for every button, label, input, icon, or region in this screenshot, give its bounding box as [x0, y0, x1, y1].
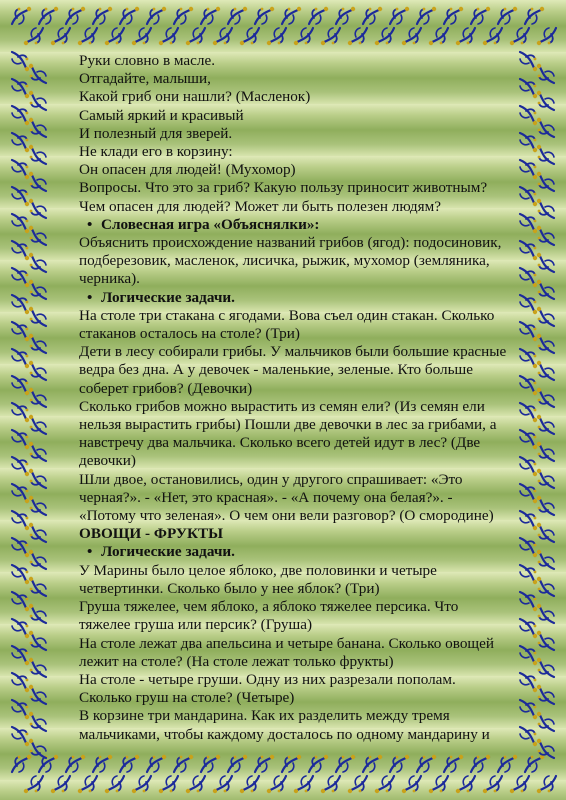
floral-swirl-icon: [534, 493, 560, 519]
floral-swirl-icon: [345, 22, 371, 48]
floral-swirl-icon: [534, 223, 560, 249]
floral-swirl-icon: [6, 264, 32, 290]
floral-swirl-icon: [514, 129, 540, 155]
floral-swirl-icon: [26, 304, 52, 330]
floral-swirl-icon: [89, 4, 115, 30]
floral-swirl-icon: [453, 770, 479, 796]
floral-swirl-icon: [26, 736, 52, 762]
floral-swirl-icon: [26, 61, 52, 87]
floral-swirl-icon: [26, 574, 52, 600]
floral-swirl-icon: [467, 752, 493, 778]
floral-swirl-icon: [534, 61, 560, 87]
floral-swirl-icon: [514, 291, 540, 317]
floral-swirl-icon: [514, 696, 540, 722]
floral-swirl-icon: [332, 4, 358, 30]
floral-swirl-icon: [514, 264, 540, 290]
floral-swirl-icon: [143, 752, 169, 778]
floral-swirl-icon: [359, 752, 385, 778]
floral-swirl-icon: [534, 682, 560, 708]
floral-swirl-icon: [467, 4, 493, 30]
floral-swirl-icon: [21, 770, 47, 796]
floral-swirl-icon: [35, 4, 61, 30]
floral-swirl-icon: [6, 372, 32, 398]
floral-swirl-icon: [305, 752, 331, 778]
floral-swirl-icon: [399, 22, 425, 48]
floral-swirl-icon: [6, 129, 32, 155]
floral-swirl-icon: [6, 426, 32, 452]
text-line: Самый яркий и красивый: [79, 106, 244, 124]
floral-swirl-icon: [251, 752, 277, 778]
floral-swirl-icon: [6, 507, 32, 533]
floral-swirl-icon: [62, 4, 88, 30]
floral-swirl-icon: [480, 22, 506, 48]
floral-swirl-icon: [521, 752, 547, 778]
floral-swirl-icon: [332, 752, 358, 778]
floral-swirl-icon: [534, 770, 560, 796]
floral-swirl-icon: [8, 752, 34, 778]
floral-swirl-icon: [156, 770, 182, 796]
floral-swirl-icon: [514, 453, 540, 479]
floral-swirl-icon: [26, 520, 52, 546]
text-line: Объяснить происхождение названий грибов (ягод): подосиновик, подберезовик, масленок, лисичка, рыжик, мухомор (земляника, черника).: [79, 234, 502, 288]
floral-swirl-icon: [35, 752, 61, 778]
floral-swirl-icon: [6, 318, 32, 344]
floral-swirl-icon: [318, 770, 344, 796]
floral-swirl-icon: [514, 723, 540, 749]
floral-swirl-icon: [6, 588, 32, 614]
floral-swirl-icon: [26, 385, 52, 411]
floral-swirl-icon: [129, 22, 155, 48]
floral-swirl-icon: [305, 4, 331, 30]
floral-swirl-icon: [318, 22, 344, 48]
floral-swirl-icon: [116, 4, 142, 30]
floral-swirl-icon: [48, 22, 74, 48]
floral-swirl-icon: [26, 331, 52, 357]
floral-swirl-icon: [386, 752, 412, 778]
floral-swirl-icon: [197, 4, 223, 30]
page-text: [79, 52, 509, 744]
text-line: Вопросы. Что это за гриб? Какую пользу приносит животным? Чем опасен для людей? Может ли быть полезен людям?: [79, 179, 488, 215]
text-line: Сколько грибов можно вырастить из семян ели? (Из семян ели нельзя вырастить грибы) Пошли две девочки в лес за грибами, а навстречу два мальчика. Сколько всего детей идут в лес? (Две девочки): [79, 397, 497, 470]
text-line: И полезный для зверей.: [79, 124, 233, 142]
floral-swirl-icon: [170, 4, 196, 30]
floral-swirl-icon: [514, 480, 540, 506]
floral-swirl-icon: [372, 22, 398, 48]
floral-swirl-icon: [413, 4, 439, 30]
text-line: На столе - четыре груши. Одну из них разрезали пополам. Сколько груш на столе? (Четыре): [79, 670, 456, 707]
floral-swirl-icon: [534, 250, 560, 276]
floral-swirl-icon: [237, 22, 263, 48]
floral-swirl-icon: [440, 752, 466, 778]
floral-swirl-icon: [514, 237, 540, 263]
floral-swirl-icon: [6, 210, 32, 236]
floral-swirl-icon: [6, 183, 32, 209]
floral-swirl-icon: [6, 102, 32, 128]
floral-swirl-icon: [264, 770, 290, 796]
floral-swirl-icon: [26, 169, 52, 195]
floral-swirl-icon: [251, 4, 277, 30]
floral-swirl-icon: [26, 709, 52, 735]
floral-swirl-icon: [534, 466, 560, 492]
floral-swirl-icon: [237, 770, 263, 796]
floral-swirl-icon: [26, 88, 52, 114]
floral-swirl-icon: [75, 770, 101, 796]
floral-swirl-icon: [224, 752, 250, 778]
floral-swirl-icon: [129, 770, 155, 796]
floral-swirl-icon: [534, 736, 560, 762]
floral-swirl-icon: [6, 453, 32, 479]
floral-swirl-icon: [426, 770, 452, 796]
floral-swirl-icon: [386, 4, 412, 30]
floral-swirl-icon: [534, 142, 560, 168]
floral-swirl-icon: [534, 196, 560, 222]
floral-swirl-icon: [399, 770, 425, 796]
floral-swirl-icon: [6, 291, 32, 317]
floral-swirl-icon: [6, 534, 32, 560]
floral-swirl-icon: [534, 601, 560, 627]
floral-swirl-icon: [6, 156, 32, 182]
floral-swirl-icon: [514, 588, 540, 614]
floral-swirl-icon: [534, 115, 560, 141]
floral-swirl-icon: [6, 696, 32, 722]
floral-swirl-icon: [534, 439, 560, 465]
floral-swirl-icon: [264, 22, 290, 48]
floral-swirl-icon: [291, 770, 317, 796]
floral-swirl-icon: [210, 770, 236, 796]
floral-swirl-icon: [26, 277, 52, 303]
floral-swirl-icon: [514, 669, 540, 695]
floral-swirl-icon: [514, 615, 540, 641]
text-line: В корзине три мандарина. Как их разделить между тремя мальчиками, чтобы каждому досталось по одному мандарину и: [79, 707, 490, 743]
floral-swirl-icon: [26, 250, 52, 276]
floral-swirl-icon: [210, 22, 236, 48]
floral-swirl-icon: [183, 770, 209, 796]
floral-swirl-icon: [426, 22, 452, 48]
floral-swirl-icon: [514, 534, 540, 560]
floral-swirl-icon: [514, 156, 540, 182]
floral-swirl-icon: [534, 547, 560, 573]
floral-swirl-icon: [413, 752, 439, 778]
text-line: Шли двое, остановились, один у другого спрашивает: «Это черная?». - «Нет, это красная». - «А почему она белая?». - «Потому что зеленая». О чем они вели разговор? (О смородине): [79, 470, 494, 525]
floral-swirl-icon: [6, 480, 32, 506]
bullet-heading: • Словесная игра «Объяснялки»:: [79, 216, 509, 234]
text-line: Не клади его в корзину:: [79, 143, 233, 161]
floral-swirl-icon: [8, 4, 34, 30]
floral-swirl-icon: [102, 770, 128, 796]
floral-swirl-icon: [494, 4, 520, 30]
floral-swirl-icon: [514, 183, 540, 209]
floral-swirl-icon: [440, 4, 466, 30]
floral-swirl-icon: [21, 22, 47, 48]
floral-swirl-icon: [514, 318, 540, 344]
floral-swirl-icon: [6, 723, 32, 749]
floral-swirl-icon: [102, 22, 128, 48]
floral-swirl-icon: [507, 22, 533, 48]
floral-swirl-icon: [75, 22, 101, 48]
floral-swirl-icon: [26, 196, 52, 222]
floral-swirl-icon: [6, 237, 32, 263]
floral-swirl-icon: [534, 628, 560, 654]
floral-swirl-icon: [26, 412, 52, 438]
floral-swirl-icon: [534, 358, 560, 384]
text-line: На столе три стакана с ягодами. Вова съел один стакан. Сколько стаканов осталось на столе? (Три): [79, 306, 495, 343]
floral-swirl-icon: [372, 770, 398, 796]
floral-swirl-icon: [514, 48, 540, 74]
floral-swirl-icon: [514, 507, 540, 533]
floral-swirl-icon: [26, 547, 52, 573]
floral-swirl-icon: [534, 385, 560, 411]
floral-swirl-icon: [534, 709, 560, 735]
floral-swirl-icon: [6, 642, 32, 668]
floral-swirl-icon: [6, 399, 32, 425]
floral-swirl-icon: [26, 439, 52, 465]
floral-swirl-icon: [359, 4, 385, 30]
floral-swirl-icon: [534, 277, 560, 303]
floral-swirl-icon: [116, 752, 142, 778]
floral-swirl-icon: [534, 304, 560, 330]
floral-swirl-icon: [514, 75, 540, 101]
floral-swirl-icon: [197, 752, 223, 778]
floral-swirl-icon: [26, 628, 52, 654]
floral-swirl-icon: [534, 412, 560, 438]
bullet-heading: • Логические задачи.: [79, 543, 509, 561]
floral-swirl-icon: [494, 752, 520, 778]
floral-swirl-icon: [26, 601, 52, 627]
floral-swirl-icon: [521, 4, 547, 30]
floral-swirl-icon: [62, 752, 88, 778]
floral-swirl-icon: [26, 493, 52, 519]
floral-swirl-icon: [26, 223, 52, 249]
floral-swirl-icon: [514, 561, 540, 587]
floral-swirl-icon: [534, 88, 560, 114]
floral-swirl-icon: [534, 22, 560, 48]
floral-swirl-icon: [26, 358, 52, 384]
floral-swirl-icon: [6, 48, 32, 74]
text-line: Какой гриб они нашли? (Масленок): [79, 88, 311, 106]
floral-swirl-icon: [26, 466, 52, 492]
text-line: Он опасен для людей! (Мухомор): [79, 161, 296, 179]
floral-swirl-icon: [514, 102, 540, 128]
bullet-heading: • Логические задачи.: [79, 289, 509, 307]
floral-swirl-icon: [514, 642, 540, 668]
floral-swirl-icon: [534, 520, 560, 546]
floral-swirl-icon: [48, 770, 74, 796]
floral-swirl-icon: [156, 22, 182, 48]
floral-swirl-icon: [534, 169, 560, 195]
text-line: Дети в лесу собирали грибы. У мальчиков были большие красные ведра без дна. А у девочек - маленькие, зеленые. Кто больше соберет грибов? (Девочки): [79, 343, 507, 397]
floral-swirl-icon: [170, 752, 196, 778]
floral-swirl-icon: [514, 372, 540, 398]
floral-swirl-icon: [514, 210, 540, 236]
floral-swirl-icon: [26, 142, 52, 168]
floral-swirl-icon: [507, 770, 533, 796]
floral-swirl-icon: [514, 345, 540, 371]
text-line: Груша тяжелее, чем яблоко, а яблоко тяжелее персика. Что тяжелее груша или персик? (Груша): [79, 598, 459, 634]
floral-swirl-icon: [143, 4, 169, 30]
floral-swirl-icon: [514, 426, 540, 452]
floral-swirl-icon: [278, 752, 304, 778]
floral-swirl-icon: [534, 655, 560, 681]
floral-swirl-icon: [183, 22, 209, 48]
floral-swirl-icon: [278, 4, 304, 30]
floral-swirl-icon: [291, 22, 317, 48]
section-heading: ОВОЩИ - ФРУКТЫ: [79, 525, 224, 543]
floral-swirl-icon: [6, 669, 32, 695]
text-line: Отгадайте, малыши,: [79, 70, 211, 88]
floral-swirl-icon: [345, 770, 371, 796]
floral-swirl-icon: [480, 770, 506, 796]
floral-swirl-icon: [514, 399, 540, 425]
floral-swirl-icon: [6, 615, 32, 641]
text-line: У Марины было целое яблоко, две половинки и четыре четвертинки. Сколько было у нее яблок? (Три): [79, 561, 437, 597]
text-line: Руки словно в масле.: [79, 52, 216, 69]
floral-swirl-icon: [453, 22, 479, 48]
floral-swirl-icon: [6, 75, 32, 101]
floral-swirl-icon: [89, 752, 115, 778]
floral-swirl-icon: [6, 345, 32, 371]
floral-swirl-icon: [534, 331, 560, 357]
floral-swirl-icon: [26, 682, 52, 708]
text-line: На столе лежат два апельсина и четыре банана. Сколько овощей лежит на столе? (На столе лежат только фрукты): [79, 634, 494, 670]
floral-swirl-icon: [534, 574, 560, 600]
floral-swirl-icon: [224, 4, 250, 30]
floral-swirl-icon: [26, 115, 52, 141]
floral-swirl-icon: [6, 561, 32, 587]
floral-swirl-icon: [26, 655, 52, 681]
